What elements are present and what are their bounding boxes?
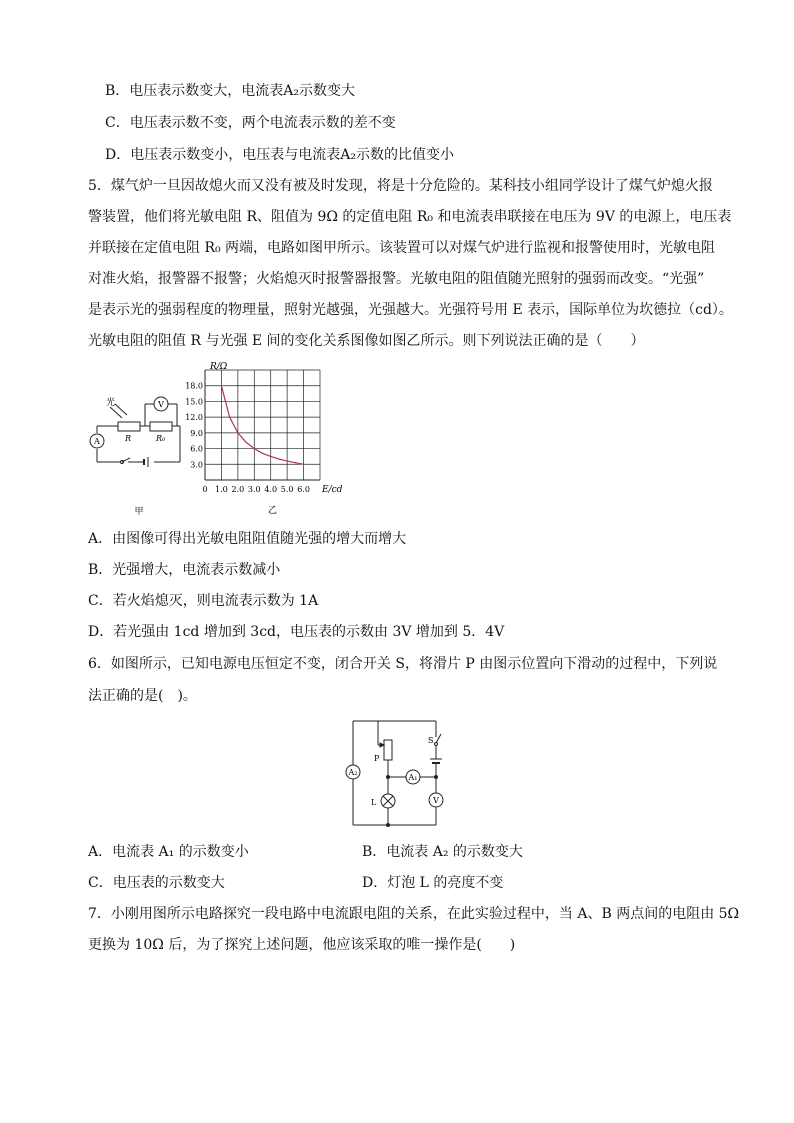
q5-stem-line-4: 对准火焰，报警器不报警；火焰熄灭时报警器报警。光敏电阻的阻值随光照射的强弱而改变。“光强” <box>88 271 705 287</box>
q5-option-b: B．光强增大，电流表示数减小 <box>88 562 281 578</box>
q7-stem-line-2: 更换为 10Ω 后，为了探究上述问题，他应该采取的唯一操作是( ) <box>88 937 516 953</box>
voltmeter-label: V <box>433 796 439 805</box>
q5-fig-caption-jia: 甲 <box>134 507 144 517</box>
chart-series-line <box>221 386 303 465</box>
ammeter-a1-label: A₁ <box>408 773 418 782</box>
q6-option-d: D．灯泡 L 的亮度不变 <box>362 875 504 891</box>
q5-option-d: D．若光强由 1cd 增加到 3cd，电压表的示数由 3V 增加到 5．4V <box>88 624 505 640</box>
q4-option-b: B．电压表示数变大，电流表A₂示数变大 <box>105 83 356 99</box>
x-tick-label: 1.0 <box>215 485 228 494</box>
q5-stem-line-5: 是表示光的强弱程度的物理量，照射光越强，光强越大。光强符号用 E 表示，国际单位为坎德拉（cd）。 <box>88 302 733 318</box>
x-tick-label: 4.0 <box>264 485 278 494</box>
y-tick-label: 18.0 <box>185 381 203 391</box>
y-tick-label: 15.0 <box>185 397 203 407</box>
y-tick-label: 3.0 <box>190 460 203 470</box>
q5-circuit-diagram <box>82 385 192 520</box>
x-tick-label: 6.0 <box>297 485 310 494</box>
q5-stem-line-1: 5．煤气炉一旦因故熄火而又没有被及时发现，将是十分危险的。某科技小组同学设计了煤气炉熄火报 <box>88 178 713 194</box>
q4-option-c: C．电压表示数不变，两个电流表示数的差不变 <box>105 115 396 131</box>
q6-option-a: A．电流表 A₁ 的示数变小 <box>88 844 249 860</box>
q4-option-d: D．电压表示数变小，电压表与电流表A₂示数的比值变小 <box>105 147 454 163</box>
switch-s-label: S <box>428 736 434 745</box>
q5-fig-label-guang: 光 <box>106 398 116 408</box>
chart-grid <box>205 370 320 480</box>
q5-stem-line-6: 光敏电阻的阻值 R 与光强 E 间的变化关系图像如图乙所示。则下列说法正确的是（ ） <box>88 333 645 349</box>
slider-p-label: P <box>374 754 380 763</box>
x-tick-label: 2.0 <box>231 485 245 494</box>
lamp-l-label: L <box>371 798 377 807</box>
q6-option-c: C．电压表的示数变大 <box>88 875 225 891</box>
q5-stem-line-2: 警装置，他们将光敏电阻 R、阻值为 9Ω 的定值电阻 R₀ 和电流表串联接在电压为 9V 的电源上，电压表 <box>88 209 732 225</box>
q5-fig-label-r0: R₀ <box>156 434 166 443</box>
q6-option-b: B．电流表 A₂ 的示数变大 <box>362 844 523 860</box>
ammeter-a2-label: A₂ <box>348 768 358 777</box>
q5-r-e-chart <box>180 360 355 520</box>
q5-stem-line-3: 并联接在定值电阻 R₀ 两端，电路如图甲所示。该装置可以对煤气炉进行监视和报警使用时，光敏电阻 <box>88 240 716 256</box>
q5-option-a: A．由图像可得出光敏电阻阻值随光强的增大而增大 <box>88 531 407 547</box>
x-tick-label: 3.0 <box>247 485 261 494</box>
chart-ylabel: R/Ω <box>210 362 228 372</box>
x-tick-label: 5.0 <box>280 485 294 494</box>
q6-stem-line-2: 法正确的是( )。 <box>88 688 197 704</box>
q5-fig-label-r: R <box>125 434 132 443</box>
q5-option-c: C．若火焰熄灭，则电流表示数为 1A <box>88 593 319 609</box>
chart-caption: 乙 <box>267 506 278 516</box>
q7-stem-line-1: 7．小刚用图所示电路探究一段电路中电流跟电阻的关系，在此实验过程中，当 A、B 两点间的电阻由 5Ω <box>88 906 740 922</box>
q6-stem-line-1: 6．如图所示，已知电源电压恒定不变，闭合开关 S，将滑片 P 由图示位置向下滑动的过程中，下列说 <box>88 656 718 672</box>
y-tick-label: 6.0 <box>190 444 203 454</box>
voltmeter-symbol: V <box>158 400 164 409</box>
x-tick-label: 0 <box>202 485 208 494</box>
y-tick-label: 12.0 <box>185 413 203 423</box>
chart-xlabel: E/cd <box>322 485 343 495</box>
y-tick-label: 9.0 <box>190 428 203 438</box>
q6-circuit-diagram <box>338 715 458 833</box>
ammeter-symbol: A <box>94 437 100 446</box>
